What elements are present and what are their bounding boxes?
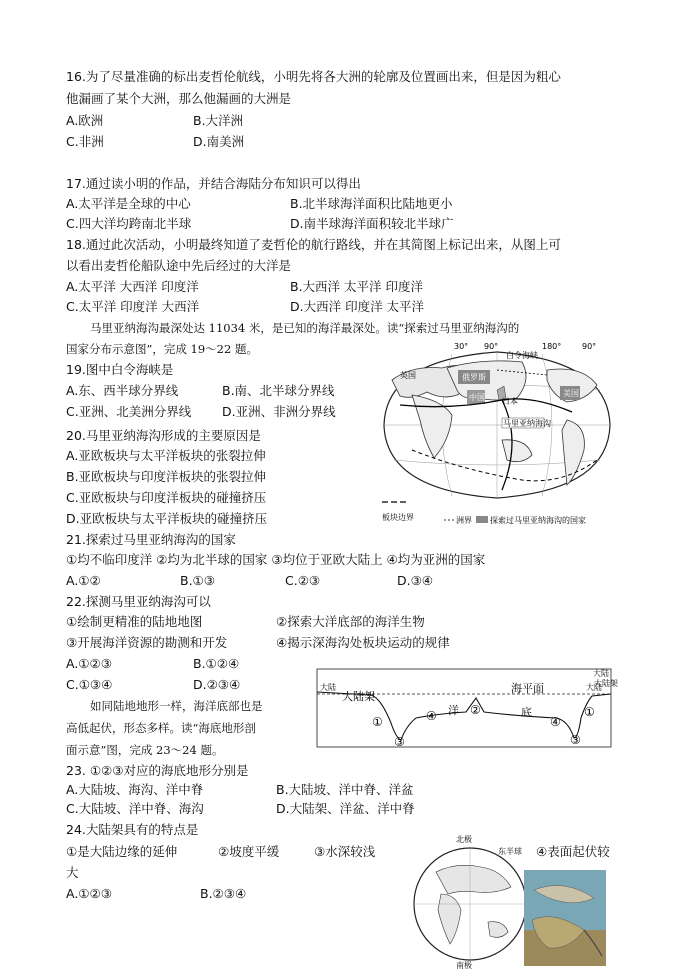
q23-option-b: B.大陆坡、洋中脊、洋盆 [276, 782, 414, 797]
q23-option-c: C.大陆坡、洋中脊、海沟 [66, 801, 204, 816]
intro-19-line2: 国家分布示意图”，完成 19～22 题。 [66, 342, 258, 356]
q18-option-d: D.大西洋 印度洋 太平洋 [290, 299, 425, 314]
intro-19-line1: 马里亚纳海沟最深处达 11034 米，是已知的海洋最深处。读“探索过马里亚纳海沟的 [90, 321, 520, 335]
q16-option-d: D.南美洲 [193, 134, 245, 149]
q18-stem-line2: 以看出麦哲伦船队途中先后经过的大洋是 [66, 258, 292, 273]
q24-statement-3: ③水深较浅 [314, 844, 376, 859]
profile-bottom-label: 底 [521, 706, 532, 719]
q22-statement-4: ④揭示深海沟处板块运动的规律 [276, 635, 450, 650]
q24-statement-1: ①是大陆边缘的延伸 [66, 844, 178, 859]
q22-option-d: D.②③④ [193, 677, 241, 692]
q22-stem: 22.探测马里亚纳海沟可以 [66, 594, 211, 609]
map-label-uk: 英国 [400, 371, 416, 380]
profile-marker-4: ④ [426, 709, 437, 723]
q23-option-d: D.大陆架、洋盆、洋中脊 [276, 801, 415, 816]
q20-option-b: B.亚欧板块与印度洋板块的张裂拉伸 [66, 469, 267, 484]
eastern-hemisphere-globe [406, 832, 534, 968]
profile-marker-1: ① [372, 715, 383, 729]
q23-stem: 23. ①②③对应的海底地形分别是 [66, 763, 249, 778]
q17-option-b: B.北半球海洋面积比陆地更小 [290, 196, 453, 211]
map-label-russia: 俄罗斯 [462, 373, 486, 382]
q21-stem: 21.探索过马里亚纳海沟的国家 [66, 532, 236, 547]
q20-stem: 20.马里亚纳海沟形成的主要原因是 [66, 428, 261, 443]
q17-option-a: A.太平洋是全球的中心 [66, 196, 191, 211]
q24-statement-2: ②坡度平缓 [218, 844, 280, 859]
q16-stem-line2: 他漏画了某个大洲，那么他漏画的大洲是 [66, 91, 292, 106]
map-label-japan: 日本 [502, 397, 518, 406]
profile-ocean-label: 洋 [448, 704, 459, 717]
q22-option-c: C.①③④ [66, 677, 113, 692]
q24-stem: 24.大陆架具有的特点是 [66, 822, 199, 837]
profile-marker-4: ④ [550, 715, 561, 729]
q23-option-a: A.大陆坡、海沟、洋中脊 [66, 782, 204, 797]
q17-option-c: C.四大洋均跨南北半球 [66, 216, 192, 231]
q17-option-d: D.南半球海洋面积较北半球广 [290, 216, 454, 231]
intro-23-line2: 高低起伏，形态多样。读“海底地形剖 [66, 721, 256, 735]
intro-23-line1: 如同陆地地形一样，海洋底部也是 [90, 699, 263, 713]
q24-statement-4: ④表面起伏较 [536, 844, 610, 859]
map-lon-label: 180° [542, 342, 562, 351]
q20-option-d: D.亚欧板块与太平洋板块的碰撞挤压 [66, 511, 268, 526]
profile-marker-2: ② [470, 703, 481, 717]
profile-marker-3: ③ [394, 735, 405, 749]
map-lon-label: 90° [484, 342, 499, 351]
q21-option-d: D.③④ [397, 573, 434, 588]
profile-continent-right-top: 大陆 [593, 669, 609, 678]
q24-statement-4-cont: 大 [66, 865, 79, 880]
q22-option-a: A.①②③ [66, 656, 112, 671]
q20-option-c: C.亚欧板块与印度洋板块的碰撞挤压 [66, 490, 267, 505]
q18-option-c: C.太平洋 印度洋 大西洋 [66, 299, 200, 314]
map-label-usa: 美国 [563, 389, 579, 398]
q22-option-b: B.①②④ [193, 656, 240, 671]
map-label-china: 中国 [469, 393, 485, 402]
q18-option-a: A.太平洋 大西洋 印度洋 [66, 279, 199, 294]
q18-option-b: B.大西洋 太平洋 印度洋 [290, 279, 423, 294]
seafloor-profile-diagram [316, 668, 618, 749]
q16-option-c: C.非洲 [66, 134, 104, 149]
profile-continent-left: 大陆 [320, 683, 336, 692]
profile-sea-level: 海平面 [511, 682, 544, 695]
profile-shelf-left: 大陆架 [342, 690, 375, 703]
globe-hemisphere-label: 东半球 [498, 847, 522, 856]
q19-stem: 19.图中白令海峡是 [66, 362, 174, 377]
q19-option-a: A.东、西半球分界线 [66, 383, 179, 398]
globe-south-label: 南极 [456, 961, 472, 970]
q24-option-b: B.②③④ [200, 886, 247, 901]
q22-statement-2: ②探索大洋底部的海洋生物 [276, 614, 425, 629]
q21-option-c: C.②③ [285, 573, 321, 588]
q19-option-b: B.南、北半球分界线 [222, 383, 335, 398]
q16-stem-line1: 16.为了尽量准确的标出麦哲伦航线，小明先将各大洲的轮廓及位置画出来，但是因为粗心 [66, 69, 561, 84]
q21-option-a: A.①② [66, 573, 101, 588]
intro-23-line3: 面示意”图，完成 23～24 题。 [66, 743, 224, 757]
profile-shelf-right: 大陆架 [594, 679, 618, 688]
legend-continent-border: 洲界 [456, 516, 472, 525]
map-label-bering: 白令海峡 [506, 351, 538, 360]
stingray-photo [524, 870, 606, 966]
q22-statement-3: ③开展海洋资源的勘测和开发 [66, 635, 228, 650]
map-label-trench: 马里亚纳海沟 [503, 419, 551, 428]
q16-option-a: A.欧洲 [66, 113, 104, 128]
legend-plate-boundary: 板块边界 [382, 513, 414, 522]
q17-stem: 17.通过读小明的作品，并结合海陆分布知识可以得出 [66, 176, 361, 191]
map-lon-label: 30° [454, 342, 469, 351]
q21-statements: ①均不临印度洋 ②均为北半球的国家 ③均位于亚欧大陆上 ④均为亚洲的国家 [66, 552, 486, 567]
legend-explorer-countries: 探索过马里亚纳海沟的国家 [490, 516, 586, 525]
profile-continent-right: 大陆 [586, 683, 602, 692]
q18-stem-line1: 18.通过此次活动，小明最终知道了麦哲伦的航行路线，并在其简图上标记出来，从图上可 [66, 237, 561, 252]
profile-marker-1: ① [584, 705, 595, 719]
q16-option-b: B.大洋洲 [193, 113, 244, 128]
map-lon-label: 90° [582, 342, 597, 351]
q24-option-a: A.①②③ [66, 886, 112, 901]
mariana-country-map [372, 340, 622, 530]
q19-option-c: C.亚洲、北美洲分界线 [66, 404, 192, 419]
q22-statement-1: ①绘制更精准的陆地地图 [66, 614, 203, 629]
profile-marker-3: ③ [570, 733, 581, 747]
q20-option-a: A.亚欧板块与太平洋板块的张裂拉伸 [66, 448, 266, 463]
globe-north-label: 北极 [456, 835, 472, 844]
q19-option-d: D.亚洲、非洲分界线 [222, 404, 336, 419]
q21-option-b: B.①③ [180, 573, 215, 588]
